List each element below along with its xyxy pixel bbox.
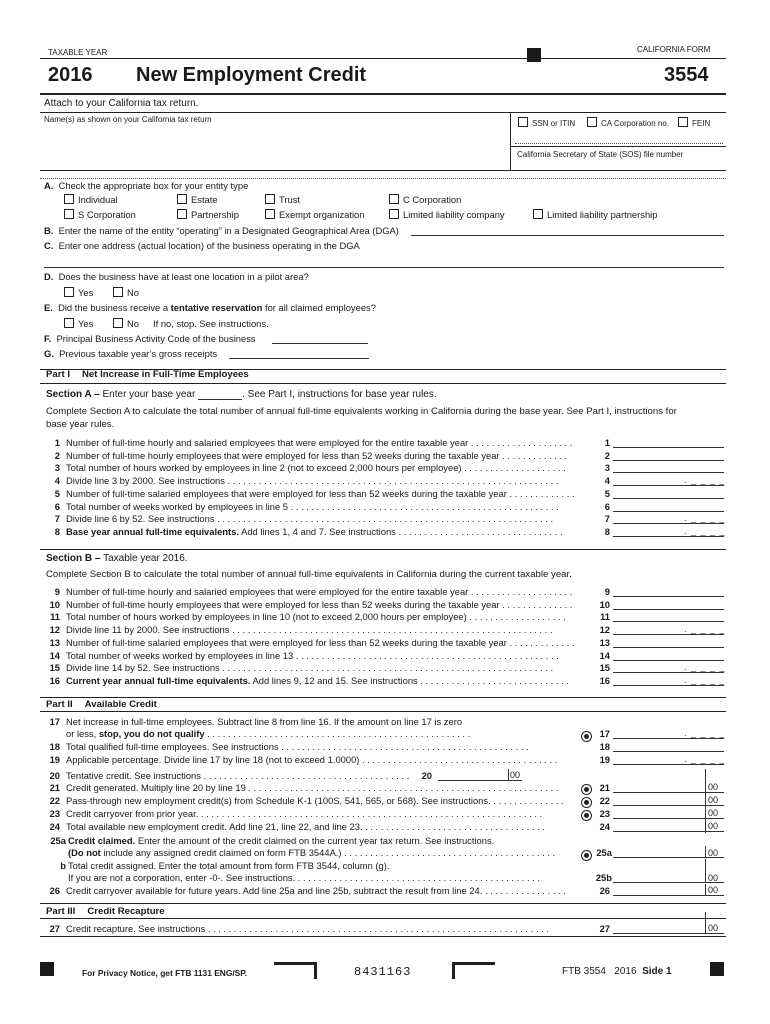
line-13-desc: Number of full-time salaried employees that were employed for less than 52 weeks during the taxable year . . . . . . . . . . . . .: [66, 636, 575, 648]
name-box-top: [40, 112, 726, 113]
question-d-letter: D.: [44, 271, 54, 282]
line-15-text: [66, 662, 586, 673]
line-19-number: 19: [49, 754, 60, 765]
line-17-bold: stop, you do not qualify: [98, 728, 205, 739]
line-27-cents: 00: [708, 923, 719, 933]
bottom-rule: [40, 936, 726, 937]
sos-label: California Secretary of State (SOS) file number: [517, 150, 684, 159]
barcode-number: 8431163: [354, 965, 412, 979]
line-9-text: [66, 586, 586, 597]
line-22-number: 22: [49, 795, 60, 806]
section-a-label: Section A –: [46, 389, 100, 400]
line-15-decimal: . _ _ _ _: [684, 662, 726, 673]
line-16-decimal: . _ _ _ _: [684, 674, 726, 685]
line-10-text: [66, 599, 586, 610]
line-20-text: Tentative credit. See instructions . . . . . . . . . . . . . . . . . . . . . . . . . . . . . . . . . . . . . . . .: [66, 770, 410, 781]
line-13-ref: 13: [599, 636, 610, 648]
checkbox[interactable]: [533, 209, 543, 219]
line-25b-number: b: [60, 860, 66, 871]
question-a-letter: A.: [44, 180, 54, 191]
line-26-cents: 00: [708, 885, 719, 895]
id-box-divider: [510, 112, 511, 170]
part1-title: Net Increase in Full-Time Employees: [82, 369, 249, 380]
id-number-field[interactable]: [515, 130, 723, 144]
question-c: [44, 240, 360, 251]
line-19-text: Applicable percentage. Divide line 17 by line 18 (not to exceed 1.0000) . . . . . . . . . . . . . . . . . . . . . . . . . . . . . . . . . . . . . .: [66, 754, 558, 765]
checkbox[interactable]: [265, 209, 275, 219]
line-25a-cents: 00: [708, 848, 719, 858]
line-8-desc: Add lines 1, 4 and 7. See instructions . . . . . . . . . . . . . . . . . . . . . . . . . . . . . . . .: [238, 525, 563, 537]
line-14-ref: 14: [599, 649, 610, 661]
line-2-number: 2: [54, 449, 60, 461]
footer-form-number: FTB 3554: [562, 966, 606, 977]
question-g: [44, 348, 217, 359]
entity-label: Trust: [279, 194, 301, 205]
line-4-desc: Divide line 3 by 2000. See instructions . . . . . . . . . . . . . . . . . . . . . . . . . . . . . . . . . . . . . . . . . . . . . . . . . . . . . . . . . . . . . . . .: [66, 475, 559, 487]
entity-label: C Corporation: [403, 194, 462, 205]
line-25a-cents-divider: [705, 846, 706, 858]
line-11-text: [66, 611, 586, 622]
ca-corp-option[interactable]: [587, 117, 669, 128]
line-27-cents-divider: [705, 912, 706, 934]
line-25a-desc-2: include any assigned credit claimed on form FTB 3544A.) . . . . . . . . . . . . . . . . . . . . . . . . . . . . . . . . . . . . . . . . .: [100, 847, 556, 858]
line-2-desc: Number of full-time hourly employees that were employed for less than 52 weeks during the taxable year . . . . . . . . . . . . .: [66, 449, 568, 461]
line-1-ref: 1: [604, 437, 610, 448]
line-8-text: [66, 526, 586, 537]
section-a-heading: [46, 389, 437, 400]
question-b: [44, 225, 399, 236]
line-5-ref: 5: [604, 487, 610, 499]
section-b-description: Complete Section B to calculate the total number of annual full-time equivalents in California during the current taxable year.: [46, 569, 572, 580]
checkbox[interactable]: [64, 209, 74, 219]
section-a-description-2: base year rules.: [46, 419, 115, 430]
line-4-text: [66, 475, 586, 486]
line-18-field[interactable]: [613, 740, 724, 752]
line-21-number: 21: [49, 782, 60, 793]
line-19-decimal: . _ _ _ _: [684, 754, 726, 764]
line-25b-ref: 25b: [595, 872, 612, 883]
line-11-desc: Total number of hours worked by employees in line 10 (not to exceed 2,000 hours per employee) . . . . . . . . . . . . . . . . . . .: [66, 611, 566, 623]
line-25b-cents-divider: [705, 859, 706, 883]
entity-s-corporation[interactable]: [64, 209, 136, 220]
question-f: [44, 333, 256, 344]
line-6-number: 6: [54, 500, 60, 512]
sos-field[interactable]: [40, 170, 726, 179]
line-3-ref: 3: [604, 462, 610, 474]
question-d-text: Does the business have at least one location in a pilot area?: [58, 271, 309, 282]
entity-partnership[interactable]: [177, 209, 239, 220]
entity-llp[interactable]: [533, 209, 657, 220]
line-12-decimal: . _ _ _ _: [684, 624, 726, 635]
checkbox[interactable]: [389, 209, 399, 219]
line-27-ref: 27: [599, 923, 610, 934]
registration-mark: [710, 962, 724, 976]
fein-label: FEIN: [692, 119, 711, 128]
line-24-cents: 00: [708, 821, 719, 831]
ca-corp-checkbox[interactable]: [587, 117, 597, 127]
part3-label: Part III: [46, 906, 76, 917]
part1-label: Part I: [46, 369, 70, 380]
question-d-yes[interactable]: [64, 287, 93, 298]
line-14-number: 14: [49, 649, 60, 661]
line-13-text: [66, 637, 586, 648]
question-e-bold: tentative reservation: [170, 302, 263, 313]
question-b-letter: B.: [44, 225, 54, 236]
line-2-text: [66, 450, 586, 461]
question-f-text: Principal Business Activity Code of the business: [56, 333, 256, 344]
no-label: No: [127, 287, 139, 298]
line-10-field[interactable]: [613, 598, 724, 610]
line-26-text: Credit carryover available for future years. Add line 25a and line 25b, subtract the result from line 24. . . . . . . . . . . . . . . . .: [66, 885, 566, 896]
line-25b-text-2: If you are not a corporation, enter -0-. See instructions. . . . . . . . . . . . . . . . . . . . . . . . . . . . . . . . . . . . . . . . . . . . . . . .: [68, 872, 541, 883]
ssn-checkbox[interactable]: [518, 117, 528, 127]
line-12-text: [66, 624, 586, 635]
line-16-desc: Add lines 9, 12 and 15. See instructions . . . . . . . . . . . . . . . . . . . . . . . . . . . . .: [250, 674, 569, 686]
question-d: [44, 271, 309, 282]
line-8-ref: 8: [604, 525, 610, 537]
line-16-ref: 16: [599, 674, 610, 686]
line-25a-ref: 25a: [596, 847, 612, 858]
question-a-text: Check the appropriate box for your entity type: [58, 180, 249, 191]
activity-code-field[interactable]: [272, 332, 368, 344]
line-26-ref: 26: [599, 885, 610, 896]
line-26-number: 26: [49, 885, 60, 896]
line-1-text: [66, 437, 586, 448]
line-17-ref: 17: [599, 728, 610, 739]
line-25a-text: [68, 835, 494, 846]
section-b-label: Section B –: [46, 553, 101, 564]
line-27-number: 27: [49, 923, 60, 934]
line-10-number: 10: [49, 598, 60, 610]
part3-rule-bottom: [40, 918, 726, 919]
line-3-number: 3: [54, 462, 60, 474]
line-5-field[interactable]: [613, 487, 724, 499]
privacy-notice: For Privacy Notice, get FTB 1131 ENG/SP.: [82, 968, 248, 978]
question-e-no[interactable]: [113, 318, 139, 329]
entity-estate[interactable]: [177, 194, 218, 205]
part1-heading: [46, 369, 249, 380]
line-1-field[interactable]: [613, 436, 724, 448]
line-3-field[interactable]: [613, 461, 724, 473]
entity-label: Individual: [78, 194, 118, 205]
entity-individual[interactable]: [64, 194, 118, 205]
line-10-ref: 10: [599, 598, 610, 610]
line-8-decimal: . _ _ _ _: [684, 525, 726, 536]
part2-rule-bottom: [40, 711, 726, 712]
taxable-year-label: TAXABLE YEAR: [48, 48, 108, 57]
ssn-option[interactable]: [518, 117, 575, 128]
checkbox[interactable]: [265, 194, 275, 204]
line-17-text: Net increase in full-time employees. Subtract line 8 from line 16. If the amount on line 17 is zero: [66, 716, 463, 727]
question-b-text: Enter the name of the entity “operating” in a Designated Geographical Area (DGA): [58, 225, 399, 236]
line-7-number: 7: [54, 513, 60, 525]
line-7-decimal: . _ _ _ _: [684, 513, 726, 524]
line-24-text: Total available new employment credit. Add line 21, line 22, and line 23. . . . . . . . . . . . . . . . . . . . . . . . . . . . . . . . . . . .: [66, 821, 545, 832]
line-7-desc: Divide line 6 by 52. See instructions . . . . . . . . . . . . . . . . . . . . . . . . . . . . . . . . . . . . . . . . . . . . . . . . . . . . . . . . . . . . . . . . .: [66, 513, 554, 525]
part1-rule-bottom: [40, 383, 726, 384]
line-20-cents-divider: [508, 769, 509, 781]
line-14-text: [66, 650, 586, 661]
line-6-text: [66, 501, 586, 512]
line-4-ref: 4: [604, 475, 610, 487]
line-16-bold: Current year annual full-time equivalents.: [66, 674, 251, 686]
question-c-letter: C.: [44, 240, 54, 251]
part2-heading: [46, 699, 157, 710]
cents-column-divider: [705, 769, 706, 833]
line-4-number: 4: [54, 475, 60, 487]
line-16-number: 16: [49, 674, 60, 686]
registration-mark: [527, 48, 541, 62]
line-20-cents: 00: [510, 770, 521, 780]
entity-label: Exempt organization: [279, 209, 365, 220]
header-rule-thick: [40, 93, 726, 95]
entity-label: Limited liability partnership: [547, 209, 658, 220]
line-13-field[interactable]: [613, 636, 724, 648]
line-7-ref: 7: [604, 513, 610, 525]
names-label: Name(s) as shown on your California tax return: [44, 115, 212, 124]
question-f-letter: F.: [44, 333, 52, 344]
line-12-desc: Divide line 11 by 2000. See instructions . . . . . . . . . . . . . . . . . . . . . . . . . . . . . . . . . . . . . . . . . . . . . . . . . . . . . . . . . . . . . .: [66, 624, 553, 636]
line-5-number: 5: [54, 487, 60, 499]
line-17-decimal: . _ _ _ _: [684, 728, 726, 738]
ca-corp-label: CA Corporation no.: [601, 119, 670, 128]
line-25a-bold-2: (Do not: [68, 847, 101, 858]
question-e-note: If no, stop. See instructions.: [153, 318, 269, 329]
part3-rule: [40, 903, 726, 904]
line-9-ref: 9: [604, 586, 610, 597]
line-11-field[interactable]: [613, 610, 724, 622]
attach-instruction: Attach to your California tax return.: [44, 98, 199, 109]
line-16-text: [66, 675, 586, 686]
form-title: New Employment Credit: [136, 64, 367, 86]
line-25b-cents: 00: [708, 873, 719, 883]
line-6-field[interactable]: [613, 500, 724, 512]
california-form-label: CALIFORNIA FORM: [637, 45, 711, 54]
checkbox[interactable]: [64, 194, 74, 204]
entity-label: S Corporation: [78, 209, 136, 220]
part3-title: Credit Recapture: [87, 906, 165, 917]
line-21-ref: 21: [599, 782, 610, 793]
entity-exempt-organization[interactable]: [265, 209, 364, 220]
question-e-yes[interactable]: [64, 318, 93, 329]
question-g-text: Previous taxable year’s gross receipts: [59, 348, 218, 359]
header-rule: [40, 58, 726, 59]
question-e-text: Did the business receive a: [58, 302, 171, 313]
fein-option[interactable]: [678, 117, 710, 128]
line-11-number: 11: [50, 611, 60, 623]
line-1-desc: Number of full-time hourly and salaried employees that were employed for the entire taxable year . . . . . . . . . . . . . . . . . . . .: [66, 437, 573, 448]
line-3-text: [66, 462, 586, 473]
entity-label: Partnership: [191, 209, 239, 220]
entity-label: Limited liability company: [403, 209, 505, 220]
checkbox[interactable]: [389, 194, 399, 204]
line-23-ref: 23: [599, 808, 610, 819]
question-e: [44, 302, 376, 313]
part3-heading: [46, 906, 165, 917]
line-5-desc: Number of full-time salaried employees that were employed for less than 52 weeks during the taxable year . . . . . . . . . . . . .: [66, 487, 575, 499]
line-15-number: 15: [49, 662, 60, 674]
entity-c-corporation[interactable]: [389, 194, 461, 205]
line-22-ref: 22: [599, 795, 610, 806]
line-13-number: 13: [49, 636, 60, 648]
line-25a-desc: Enter the amount of the credit claimed on the current year tax return. See instructions.: [135, 835, 495, 846]
line-21-text: Credit generated. Multiply line 20 by line 19 . . . . . . . . . . . . . . . . . . . . . . . . . . . . . . . . . . . . . . . . . . . . . . . . . . . . . . . . . . . .: [66, 782, 559, 793]
footer-year: 2016: [614, 966, 637, 977]
line-12-number: 12: [49, 624, 60, 636]
ssn-label: SSN or ITIN: [532, 119, 576, 128]
question-d-no[interactable]: [113, 287, 139, 298]
question-a: [44, 180, 248, 191]
line-14-field[interactable]: [613, 649, 724, 661]
section-a-description: Complete Section A to calculate the total number of annual full-time equivalents working in California during the base year. See Part I, instructions for: [46, 406, 677, 417]
part2-rule: [40, 697, 726, 698]
line-18-number: 18: [49, 741, 60, 752]
footer-form: [562, 966, 672, 977]
line-24-ref: 24: [599, 821, 610, 832]
section-b-rule: [40, 549, 726, 550]
form-year: 2016: [48, 64, 93, 86]
line-15-ref: 15: [599, 662, 610, 674]
section-a-text: Enter your base year: [102, 389, 196, 400]
line-4-decimal: . _ _ _ _: [684, 475, 726, 486]
checkbox[interactable]: [177, 209, 187, 219]
line-8-bold: Base year annual full-time equivalents.: [66, 525, 239, 537]
line-17-number: 17: [49, 716, 60, 727]
part2-title: Available Credit: [84, 699, 157, 710]
line-24-number: 24: [49, 821, 60, 832]
yes-label: Yes: [78, 287, 94, 298]
question-g-letter: G.: [44, 348, 54, 359]
question-e-text-end: for all claimed employees?: [262, 302, 376, 313]
dga-entity-name-field[interactable]: [411, 224, 724, 236]
line-19-ref: 19: [599, 754, 610, 765]
form-number: 3554: [664, 64, 709, 86]
line-5-text: [66, 488, 586, 499]
entity-llc[interactable]: [389, 209, 505, 220]
line-6-desc: Total number of weeks worked by employees in line 5 . . . . . . . . . . . . . . . . . . . . . . . . . . . . . . . . . . . . . . . . . . . . . . . . . . . .: [66, 500, 559, 512]
line-25b-text: Total credit assigned. Enter the total amount from form FTB 3544, column (g).: [68, 860, 390, 871]
line-25a-text-2: [68, 847, 576, 858]
line-26-cents-divider: [705, 884, 706, 896]
line-23-number: 23: [49, 808, 60, 819]
line-22-text: Pass-through new employment credit(s) from Schedule K-1 (100S, 541, 565, or 568). See instructions. . . . . . . . . . . . . . .: [66, 795, 564, 806]
checkbox[interactable]: [64, 318, 74, 328]
sos-rule: [510, 146, 726, 147]
dga-address-field[interactable]: [44, 256, 724, 268]
line-10-desc: Number of full-time hourly employees that were employed for less than 52 weeks during the taxable year . . . . . . . . . . . . . .: [66, 598, 573, 610]
line-7-text: [66, 513, 586, 524]
checkbox[interactable]: [113, 287, 123, 297]
line-17-text-2: [66, 728, 580, 739]
line-25a-bold: Credit claimed.: [68, 835, 136, 846]
line-11-ref: 11: [600, 611, 610, 623]
line-9-desc: Number of full-time hourly and salaried employees that were employed for the entire taxable year . . . . . . . . . . . . . . . . . . . .: [66, 586, 573, 597]
footer-side: Side 1: [642, 966, 672, 977]
line-14-desc: Total number of weeks worked by employees in line 13 . . . . . . . . . . . . . . . . . . . . . . . . . . . . . . . . . . . . . . . . . . . . . . . . . . .: [66, 649, 559, 661]
checkbox[interactable]: [113, 318, 123, 328]
names-field[interactable]: [44, 127, 504, 167]
checkbox[interactable]: [177, 194, 187, 204]
line-1-number: 1: [54, 437, 60, 448]
line-3-desc: Total number of hours worked by employees in line 2 (not to exceed 2,000 hours per employee) . . . . . . . . . . . . . . . . . . . .: [66, 462, 566, 474]
corner-bracket: [274, 962, 317, 979]
yes-label: Yes: [78, 318, 94, 329]
line-25a-number: 25a: [50, 835, 66, 846]
registration-mark: [40, 962, 54, 976]
line-18-ref: 18: [599, 741, 610, 752]
gross-receipts-field[interactable]: [229, 347, 369, 359]
line-17-pre: or less,: [66, 728, 99, 739]
line-17-dots: . . . . . . . . . . . . . . . . . . . . . . . . . . . . . . . . . . . . . . . . . . . . . . . . . . .: [204, 728, 471, 739]
line-23-text: Credit carryover from prior year. . . . . . . . . . . . . . . . . . . . . . . . . . . . . . . . . . . . . . . . . . . . . . . . . . . . . . . . . . . . . . . . . . .: [66, 808, 543, 819]
corner-bracket: [452, 962, 495, 979]
line-9-field[interactable]: [613, 585, 724, 597]
question-c-text: Enter one address (actual location) of the business operating in the DGA: [58, 240, 360, 251]
no-label: No: [127, 318, 139, 329]
line-9-number: 9: [54, 586, 60, 597]
line-18-text: Total qualified full-time employees. See instructions . . . . . . . . . . . . . . . . . . . . . . . . . . . . . . . . . . . . . . . . . . . . . . . .: [66, 741, 529, 752]
question-e-letter: E.: [44, 302, 53, 313]
line-2-ref: 2: [604, 449, 610, 461]
base-year-field[interactable]: [198, 389, 242, 400]
line-12-ref: 12: [599, 624, 610, 636]
line-23-cents: 00: [708, 808, 719, 818]
section-b-heading: [46, 553, 188, 564]
section-a-after: . See Part I, instructions for base year rules.: [242, 389, 437, 400]
line-21-cents: 00: [708, 782, 719, 792]
line-27-text: Credit recapture. See instructions . . . . . . . . . . . . . . . . . . . . . . . . . . . . . . . . . . . . . . . . . . . . . . . . . . . . . . . . . . . . . . . . . .: [66, 923, 549, 934]
line-6-ref: 6: [604, 500, 610, 512]
line-2-field[interactable]: [613, 449, 724, 461]
entity-trust[interactable]: [265, 194, 300, 205]
part2-label: Part II: [46, 699, 73, 710]
section-b-text: Taxable year 2016.: [103, 553, 188, 564]
fein-checkbox[interactable]: [678, 117, 688, 127]
entity-label: Estate: [191, 194, 218, 205]
line-15-desc: Divide line 14 by 52. See instructions . . . . . . . . . . . . . . . . . . . . . . . . . . . . . . . . . . . . . . . . . . . . . . . . . . . . . . . . . . . . . . . .: [66, 662, 554, 674]
line-8-number: 8: [54, 525, 60, 537]
line-20-number: 20: [49, 770, 60, 781]
line-22-cents: 00: [708, 795, 719, 805]
line-20-ref: 20: [421, 770, 432, 781]
checkbox[interactable]: [64, 287, 74, 297]
